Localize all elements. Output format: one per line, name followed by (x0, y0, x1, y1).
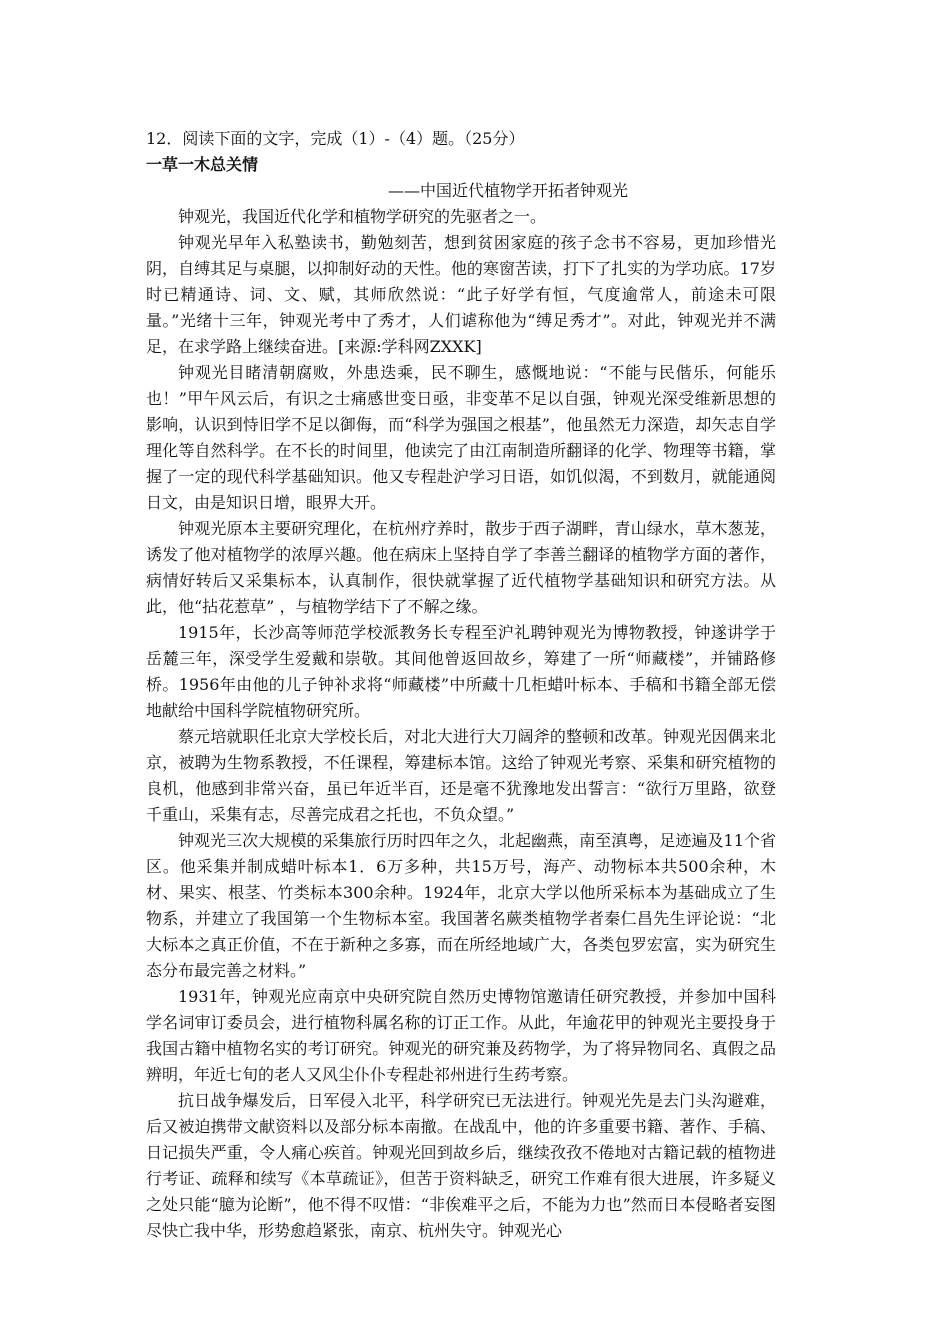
paragraph: 1915年，长沙高等师范学校派教务长专程至沪礼聘钟观光为博物教授，钟遂讲学于岳麓三年，深受学生爱戴和崇敬。其间他曾返回故乡，筹建了一所“师藏楼”，并铺路修桥。1956年由他的儿子钟补求将“师藏楼”中所藏十几柜蜡叶标本、手稿和书籍全部无偿地献给中国科学院植物研究所。 (146, 623, 776, 720)
paragraph: 蔡元培就职任北京大学校长后，对北大进行大刀阔斧的整顿和改革。钟观光因偶来北京，被聘为生物系教授，不任课程，筹建标本馆。这给了钟观光考察、采集和研究植物的良机，他感到非常兴奋，虽已年近半百，还是毫不犹豫地发出誓言：“欲行万里路，欲登千重山，采集有志，尽善完成君之托也，不负众望。” (146, 727, 776, 824)
paragraph: 钟观光目睹清朝腐败，外患迭乘，民不聊生，感慨地说：“不能与民偕乐，何能乐也！”甲午风云后，有识之士痛感世变日亟，非变革不足以自强，钟观光深受维新思想的影响，认识到恃旧学不足以御侮，而“科学为强国之根基”，他虽然无力深造，却矢志自学理化等自然科学。在不长的时间里，他读完了由江南制造所翻译的化学、物理等书籍，掌握了一定的现代科学基础知识。他又专程赴沪学习日语，如饥似渴，不到数月，就能通阅日文，由是知识日增，眼界大开。 (146, 363, 776, 512)
article-subtitle: ——中国近代植物学开拓者钟观光 (388, 181, 629, 200)
document-page (146, 126, 776, 1244)
paragraph: 1931年，钟观光应南京中央研究院自然历史博物馆邀请任研究教授，并参加中国科学名词审订委员会，进行植物科属名称的订正工作。从此，年逾花甲的钟观光主要投身于我国古籍中植物名实的考订研究。钟观光的研究兼及药物学，为了将异物同名、真假之品辨明，年近七旬的老人又风尘仆仆专程赴祁州进行生药考察。 (146, 987, 776, 1084)
paragraph: 钟观光原本主要研究理化，在杭州疗养时，散步于西子湖畔，青山绿水，草木葱茏，诱发了他对植物学的浓厚兴趣。他在病床上坚持自学了李善兰翻译的植物学方面的著作，病情好转后又采集标本，认真制作，很快就掌握了近代植物学基础知识和研究方法。从此，他“拈花惹草” ，与植物学结下了不解之缘。 (146, 519, 776, 616)
paragraph: 钟观光三次大规模的采集旅行历时四年之久，北起幽燕，南至滇粤，足迹遍及11个省区。他采集并制成蜡叶标本1．6万多种，共15万号，海产、动物标本共500余种，木材、果实、根茎、竹类标本300余种。1924年，北京大学以他所采标本为基础成立了生物系，并建立了我国第一个生物标本室。我国著名蕨类植物学者秦仁昌先生评论说：“北大标本之真正价值，不在于新种之多寡，而在所经地域广大，各类包罗宏富，实为研究生态分布最完善之材料。” (146, 831, 776, 980)
article-title: 一草一木总关情 (146, 155, 259, 174)
question-header: 12．阅读下面的文字，完成（1）-（4）题。（25分） (146, 129, 525, 148)
paragraph: 钟观光早年入私塾读书，勤勉刻苦，想到贫困家庭的孩子念书不容易，更加珍惜光阴，自缚其足与桌腿，以抑制好动的天性。他的寒窗苦读，打下了扎实的为学功底。17岁时已精通诗、词、文、赋，其师欣然说：“此子好学有恒，气度逾常人，前途未可限量。”光绪十三年，钟观光考中了秀才，人们谑称他为“缚足秀才”。对此，钟观光并不满足，在求学路上继续奋进。[来源:学科网ZXXK] (146, 233, 776, 356)
article-body (146, 204, 776, 1244)
paragraph: 钟观光，我国近代化学和植物学研究的先驱者之一。 (178, 207, 547, 226)
paragraph: 抗日战争爆发后，日军侵入北平，科学研究已无法进行。钟观光先是去门头沟避难，后又被迫携带文献资料以及部分标本南撤。在战乱中，他的许多重要书籍、著作、手稿、日记损失严重，令人痛心疾首。钟观光回到故乡后，继续孜孜不倦地对古籍记载的植物进行考证、疏释和续写《本草疏证》，但苦于资料缺乏，研究工作难有很大进展，许多疑义之处只能“臆为论断”，他不得不叹惜：“非俟难平之后，不能为力也”然而日本侵略者妄图尽快亡我中华，形势愈趋紧张，南京、杭州失守。钟观光心 (146, 1091, 776, 1240)
